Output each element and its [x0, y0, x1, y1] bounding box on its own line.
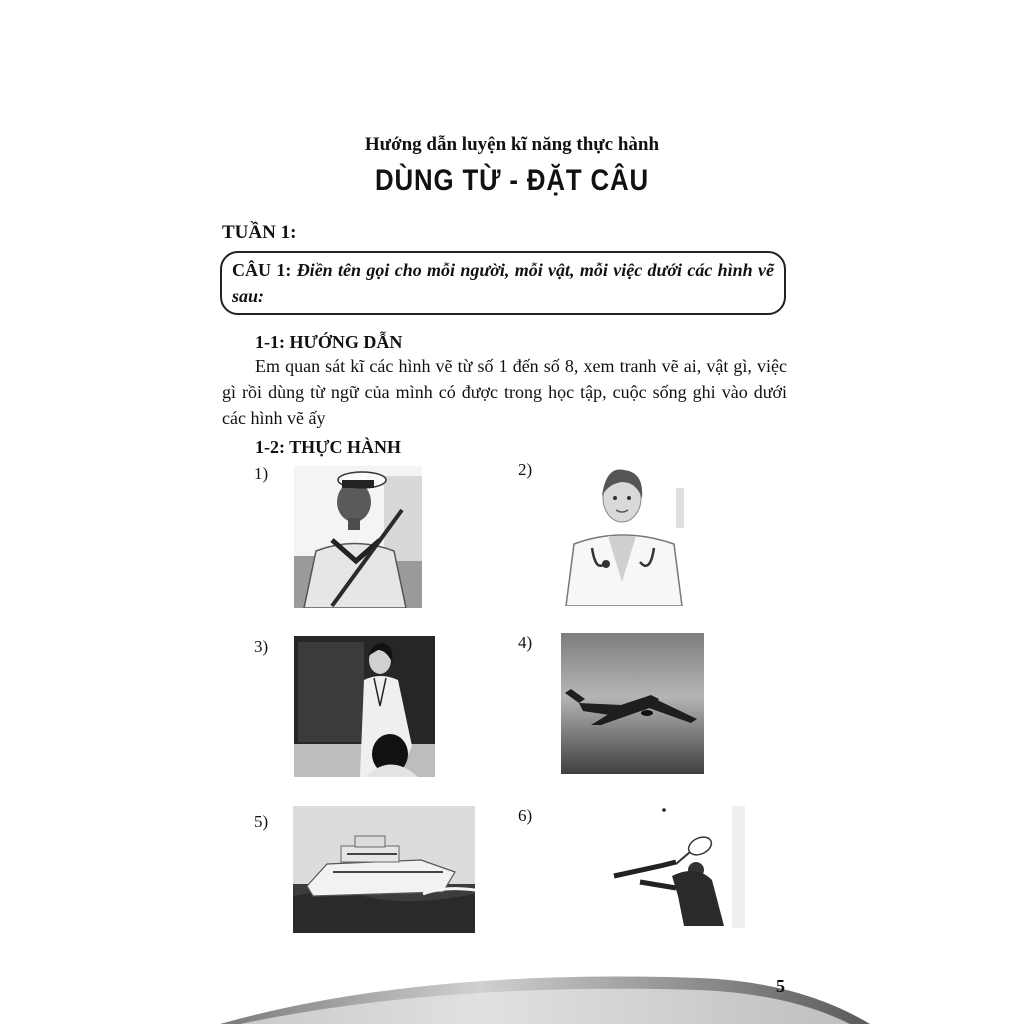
- item-number-1: 1): [254, 464, 269, 483]
- doctor-photo: [562, 462, 684, 606]
- question-box: [220, 251, 786, 315]
- question-text: Điền tên gọi cho mỗi người, mỗi vật, mỗi việc dưới các hình vẽ sau:: [232, 260, 774, 306]
- badminton-photo: [600, 806, 745, 928]
- item-number-5: 5): [254, 812, 269, 831]
- page-title: DÙNG TỪ - ĐẶT CÂU: [375, 164, 649, 197]
- footer-wave-decoration: [0, 960, 1024, 1029]
- practice-heading: 1-2: THỰC HÀNH: [255, 437, 401, 457]
- item-number-3: 3): [254, 637, 269, 656]
- airplane-photo: [561, 633, 704, 774]
- page-subtitle: Hướng dẫn luyện kĩ năng thực hành: [364, 134, 660, 155]
- sailor-photo: [294, 466, 422, 608]
- question-number: CÂU 1:: [232, 260, 292, 280]
- guide-heading: 1-1: HƯỚNG DẪN: [255, 332, 403, 352]
- teacher-photo: [294, 636, 435, 777]
- item-number-6: 6): [518, 806, 533, 825]
- guide-body: Em quan sát kĩ các hình vẽ từ số 1 đến số 8, xem tranh vẽ ai, vật gì, việc gì rồi dùng từ ngữ của mình có được trong học tập, cuộc sống ghi vào dưới các hình vẽ ấy: [222, 356, 787, 428]
- page-number: 5: [776, 976, 785, 996]
- item-number-2: 2): [518, 460, 533, 479]
- item-number-4: 4): [518, 633, 533, 652]
- ship-photo: [293, 806, 475, 933]
- week-label: TUẦN 1:: [222, 222, 297, 243]
